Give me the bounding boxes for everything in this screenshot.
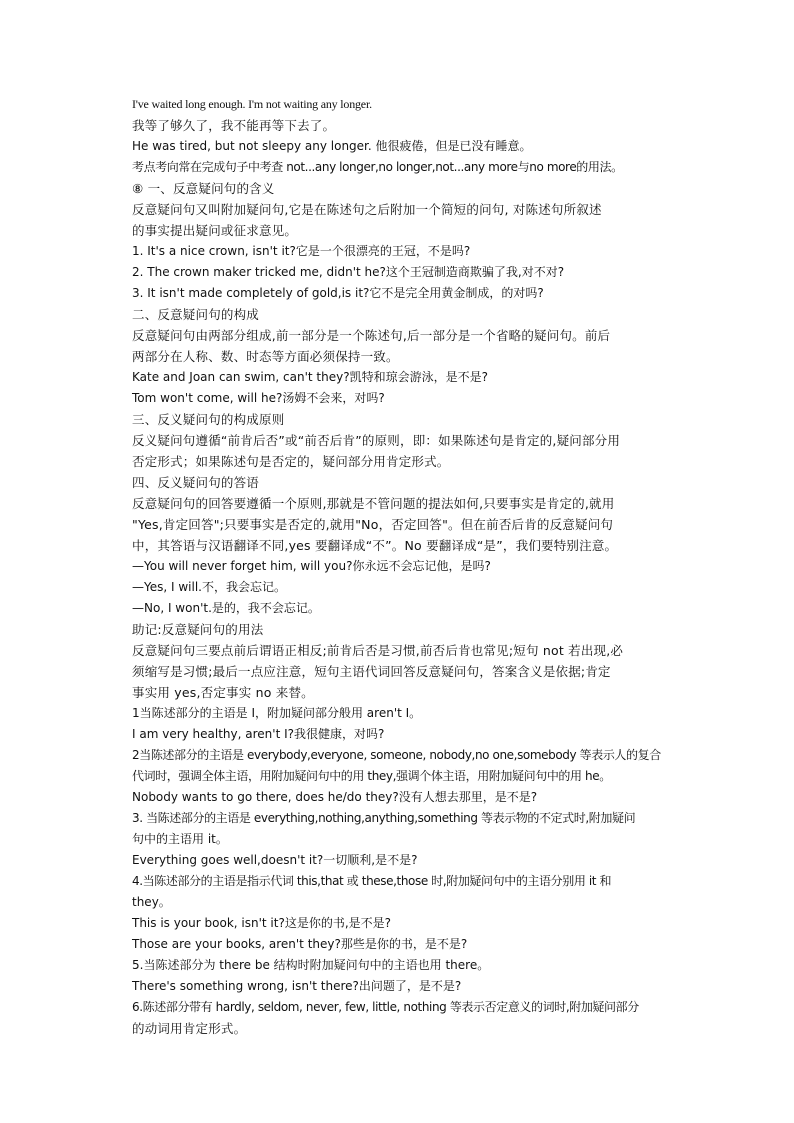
example-line: This is your book, isn't it?这是你的书,是不是? — [132, 916, 392, 930]
example-line: There's something wrong, isn't there?出问题了，是不是? — [132, 979, 462, 993]
example-line: 2. The crown maker tricked me, didn't he?这个王冠制造商欺骗了我,对不对? — [132, 265, 565, 279]
example-line: Everything goes well,doesn't it?一切顺利,是不是? — [132, 853, 418, 867]
section-heading: 四、反义疑问句的答语 — [132, 475, 260, 490]
rule-line: 1当陈述部分的主语是 I，附加疑问部分般用 aren't I。 — [132, 706, 422, 720]
rule-line: 4.当陈述部分的主语是指示代词 this,that 或 these,those 时,附加疑问句中的主语分别用 it 和 — [132, 874, 612, 888]
example-line: 3. It isn't made completely of gold,is it?它不是完全用黄金制成，的对吗? — [132, 286, 544, 300]
rule-line: 2当陈述部分的主语是 everybody,everyone, someone, nobody,no one,somebody 等表示人的复合 — [132, 748, 661, 762]
document-body — [132, 94, 672, 1039]
text-line: 反意疑问句的回答要遵循一个原则,那就是不管问题的提法如何,只要事实是肯定的,就用 — [132, 496, 615, 511]
rule-line: 的动词用肯定形式。 — [132, 1021, 247, 1036]
rule-line: 3. 当陈述部分的主语是 everything,nothing,anything,something 等表示物的不定式时,附加疑问 — [132, 811, 636, 825]
text-line: 中，其答语与汉语翻译不同,yes 要翻译成“不”。No 要翻译成“是”，我们要特别注意。 — [132, 538, 618, 553]
text-line: He was tired, but not sleepy any longer. 他很疲倦，但是已没有睡意。 — [132, 139, 532, 153]
rule-line: 6.陈述部分带有 hardly, seldom, never, few, little, nothing 等表示否定意义的词时,附加疑问部分 — [132, 1000, 639, 1014]
rule-line: 5.当陈述部分为 there be 结构时附加疑问句中的主语也用 there。 — [132, 958, 490, 972]
text-line: 考点考向常在完成句子中考查 not...any longer,no longer,not...any more与no more的用法。 — [132, 160, 623, 174]
example-line: —Yes, I will.不，我会忘记。 — [132, 580, 286, 594]
section-heading: 助记:反意疑问句的用法 — [132, 622, 264, 637]
text-line: 事实用 yes,否定事实 no 来替。 — [132, 685, 314, 700]
text-line: 须缩写是习惯;最后一点应注意，短句主语代词回答反意疑问句，答案含义是依据;肯定 — [132, 664, 611, 679]
section-heading: 二、反意疑问句的构成 — [132, 307, 260, 322]
example-line: Tom won't come, will he?汤姆不会来，对吗? — [132, 391, 385, 405]
text-line: I've waited long enough. I'm not waiting any longer. — [132, 97, 372, 111]
example-line: Nobody wants to go there, does he/do they?没有人想去那里，是不是? — [132, 790, 538, 804]
section-heading: ⑧ 一、反意疑问句的含义 — [132, 181, 275, 196]
example-line: Kate and Joan can swim, can't they?凯特和琼会游泳，是不是? — [132, 370, 488, 384]
text-line: 反义疑问句遵循“前肯后否”或“前否后肯”的原则，即：如果陈述句是肯定的,疑问部分用 — [132, 433, 621, 448]
rule-line: they。 — [132, 895, 171, 909]
text-line: 的事实提出疑问或征求意见。 — [132, 223, 298, 238]
text-line: "Yes,肯定回答";只要事实是否定的,就用"No，否定回答"。但在前否后肯的反意疑问句 — [132, 517, 614, 532]
section-heading: 三、反义疑问句的构成原则 — [132, 412, 285, 427]
example-line: Those are your books, aren't they?那些是你的书，是不是? — [132, 937, 468, 951]
example-line: 1. It's a nice crown, isn't it?它是一个很漂亮的王冠，不是吗? — [132, 244, 471, 258]
text-line: 否定形式；如果陈述句是否定的，疑问部分用肯定形式。 — [132, 454, 450, 469]
text-line: 反意疑问句三要点前后谓语正相反;前肯后否是习惯,前否后肯也常见;短句 not 若出现,必 — [132, 643, 624, 658]
example-line: —No, I won't.是的，我不会忘记。 — [132, 601, 320, 615]
rule-line: 句中的主语用 it。 — [132, 832, 228, 846]
example-line: —You will never forget him, will you?你永远不会忘记他，是吗? — [132, 559, 491, 573]
text-line: 反意疑问句又叫附加疑问句,它是在陈述句之后附加一个简短的问句, 对陈述句所叙述 — [132, 202, 602, 217]
rule-line: 代词时，强调全体主语，用附加疑问句中的用 they,强调个体主语，用附加疑问句中的用 he。 — [132, 769, 611, 783]
text-line: 两部分在人称、数、时态等方面必须保持一致。 — [132, 349, 399, 364]
text-line: 反意疑问句由两部分组成,前一部分是一个陈述句,后一部分是一个省略的疑问句。前后 — [132, 328, 611, 343]
example-line: I am very healthy, aren't I?我很健康，对吗? — [132, 727, 385, 741]
text-line: 我等了够久了，我不能再等下去了。 — [132, 118, 336, 133]
